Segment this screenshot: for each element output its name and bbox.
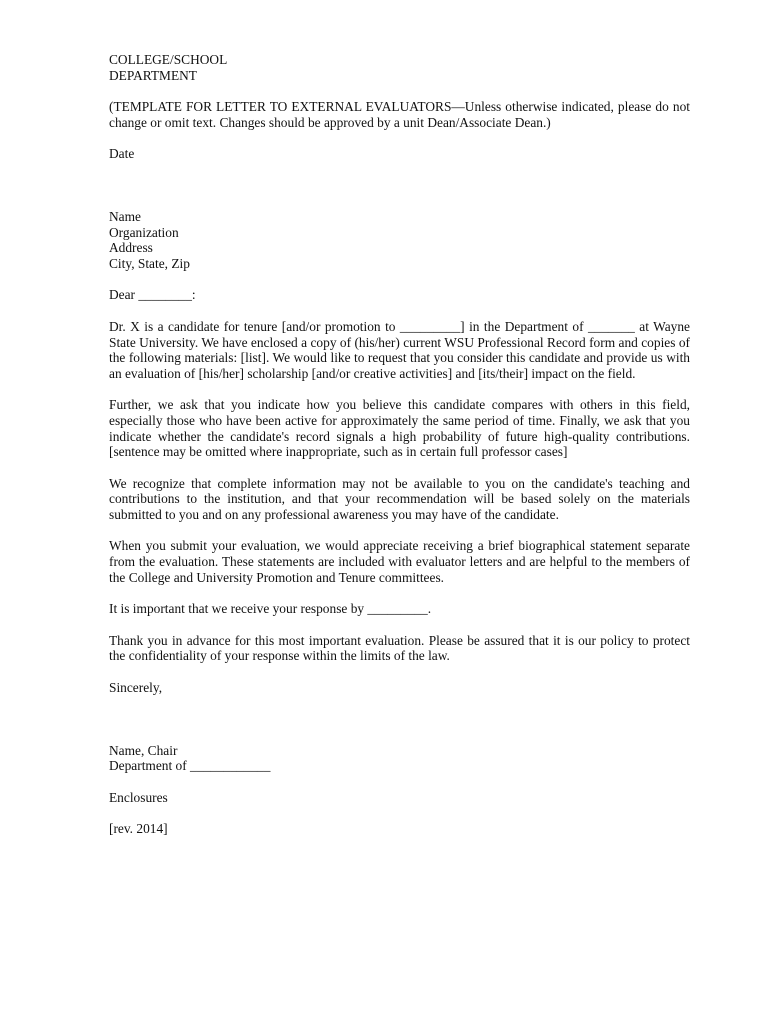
revision-note: [rev. 2014] xyxy=(109,821,168,837)
body-paragraph-4: When you submit your evaluation, we would appreciate receiving a brief biographical statement separate from the evaluation. These statements are included with evaluator letters and are helpful to the members of the College and University Promotion and Tenure committees. xyxy=(109,538,690,585)
recipient-city-state-zip: City, State, Zip xyxy=(109,255,190,271)
recipient-name: Name xyxy=(109,208,141,224)
recipient-organization: Organization xyxy=(109,224,179,240)
body-paragraph-1: Dr. X is a candidate for tenure [and/or promotion to _________] in the Department of _______ at Wayne State University. We have enclosed a copy of (his/her) current WSU Professional Record form and copies of the following materials: [list]. We would like to request that you consider this candidate and provide us with an evaluation of [his/her] scholarship [and/or creative activities] and [its/their] impact on the field. xyxy=(109,318,690,381)
letter-page xyxy=(109,52,690,837)
college-heading: COLLEGE/SCHOOL xyxy=(109,52,228,67)
closing: Sincerely, xyxy=(109,680,163,696)
enclosures: Enclosures xyxy=(109,789,168,805)
body-paragraph-5: It is important that we receive your response by _________. xyxy=(109,601,432,617)
signature-department: Department of ____________ xyxy=(109,758,271,774)
department-heading: DEPARTMENT xyxy=(109,67,197,83)
body-paragraph-6: Thank you in advance for this most important evaluation. Please be assured that it is our policy to protect the confidentiality of your response within the limits of the law. xyxy=(109,632,690,664)
signature-name: Name, Chair xyxy=(109,742,178,758)
recipient-address-block xyxy=(109,209,690,271)
template-note: (TEMPLATE FOR LETTER TO EXTERNAL EVALUATORS—Unless otherwise indicated, please do not change or omit text. Changes should be approved by a unit Dean/Associate Dean.) xyxy=(109,99,690,130)
signature-block xyxy=(109,743,690,774)
body-paragraph-2: Further, we ask that you indicate how you believe this candidate compares with others in this field, especially those who have been active for approximately the same period of time. Finally, we ask that you indicate whether the candidate's record signals a high probability of future high-quality contributions. [sentence may be omitted where inappropriate, such as in certain full professor cases] xyxy=(109,397,690,460)
date-line: Date xyxy=(109,146,135,162)
body-paragraph-3: We recognize that complete information may not be available to you on the candidate's teaching and contributions to the institution, and that your recommendation will be based solely on the materials submitted to you and on any professional awareness you may have of the candidate. xyxy=(109,475,690,522)
salutation: Dear ________: xyxy=(109,287,196,303)
recipient-address: Address xyxy=(109,240,153,256)
